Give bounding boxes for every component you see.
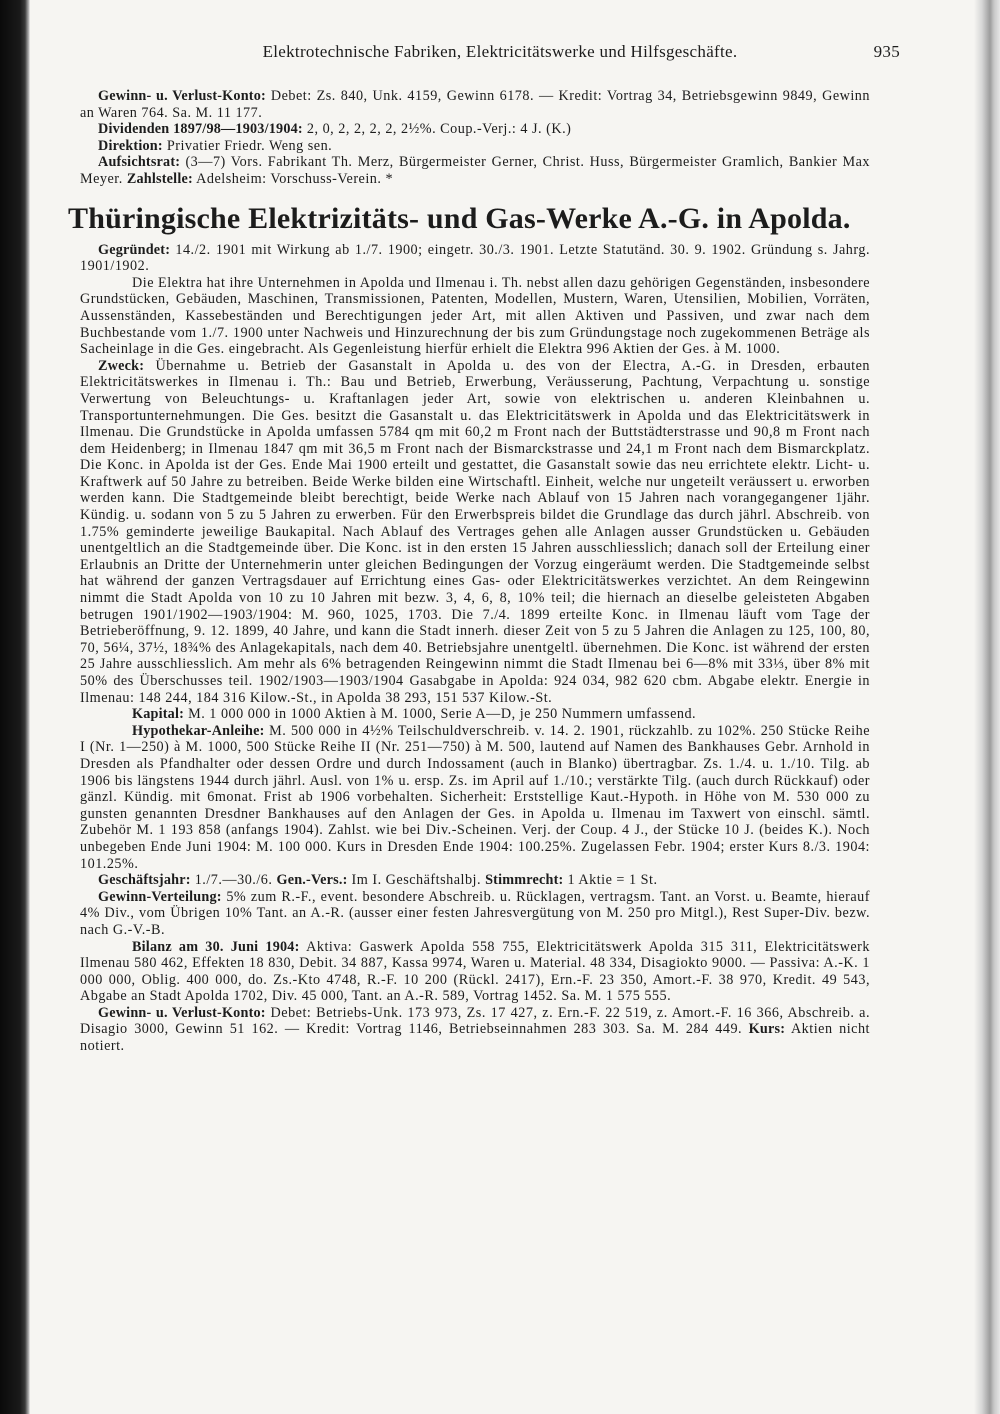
label-direktion: Direktion:	[98, 137, 163, 154]
label-hypothekar-anleihe: Hypothekar-Anleihe:	[132, 722, 265, 739]
label-kapital: Kapital:	[132, 706, 185, 723]
company-gegruendet	[80, 242, 870, 275]
label-zahlstelle: Zahlstelle:	[126, 170, 193, 187]
label-gegruendet: Gegründet:	[98, 241, 171, 258]
page-edge-shadow	[974, 0, 1000, 1414]
text-gewinn-verteilung: 5% zum R.-F., event. besondere Abschreib. u. Rücklagen, vertragsm. Tant. an Vorst. u. Beamte, hierauf 4% Div., vom Übrigen 10% Tant. an A.-R. (ausser einer festen Jahresvergütung von M. 250 pro Mitgl.), Rest Super-Div. bezw. nach G.-V.-B.	[80, 888, 870, 938]
text-gewinn-verlust: Debet: Zs. 840, Unk. 4159, Gewinn 6178. — Kredit: Vortrag 34, Betriebsgewinn 9849, Gewinn an Waren 764. Sa. M. 11 177.	[80, 88, 870, 121]
text-kapital: M. 1 000 000 in 1000 Aktien à M. 1000, Serie A—D, je 250 Nummern umfassend.	[188, 706, 697, 723]
page-body	[68, 88, 871, 1055]
label-kurs: Kurs:	[748, 1021, 786, 1038]
text-direktion: Privatier Friedr. Weng sen.	[166, 137, 333, 154]
prev-dividenden	[80, 121, 870, 138]
company-kapital	[80, 706, 870, 723]
company-hypothekar-anleihe	[80, 723, 870, 872]
company-gewinn-verlust	[80, 1005, 870, 1055]
label-company-gewinn-verlust: Gewinn- u. Verlust-Konto:	[98, 1004, 266, 1021]
text-stimmrecht: 1 Aktie = 1 St.	[567, 872, 658, 889]
running-header	[120, 42, 900, 62]
text-dividenden: 2, 0, 2, 2, 2, 2, 2½%. Coup.-Verj.: 4 J. (K.)	[306, 121, 572, 138]
text-gen-vers: Im I. Geschäftshalbj.	[351, 872, 482, 889]
label-gewinn-verlust: Gewinn- u. Verlust-Konto:	[98, 88, 266, 104]
company-gewinn-verteilung	[80, 889, 870, 939]
text-zahlstelle: Adelsheim: Vorschuss-Verein. *	[196, 170, 394, 187]
company-geschaeftsjahr	[80, 872, 870, 889]
text-geschaeftsjahr: 1./7.—30./6.	[194, 872, 273, 889]
label-geschaeftsjahr: Geschäftsjahr:	[98, 872, 191, 889]
text-bilanz: Aktiva: Gaswerk Apolda 558 755, Elektricitätswerk Apolda 315 311, Elektricitätswerk Ilmenau 580 462, Effekten 18 830, Debit. 34 887, Kassa 9974, Waren u. Material. 48 334, Disagiokto 9000. — Passiva: A.-K. 1 000 000, Oblig. 400 000, do. Zs.-Kto 4748, R.-F. 10 200 (Rückl. 2417), Ern.-F. 23 350, Amort.-F. 38 970, Kredit. 49 543, Abgabe an Stadt Apolda 1702, Div. 45 000, Tant. an A.-R. 589, Vortrag 1452. Sa. M. 1 575 555.	[80, 938, 870, 1005]
text-gegruendet: 14./2. 1901 mit Wirkung ab 1./7. 1900; eingetr. 30./3. 1901. Letzte Statutänd. 30. 9. 1902. Gründung s. Jahrg. 1901/1902.	[80, 241, 870, 275]
label-dividenden: Dividenden 1897/98—1903/1904:	[98, 121, 303, 138]
text-aufsichtsrat: (3—7) Vors. Fabrikant Th. Merz, Bürgermeister Gerner, Christ. Huss, Bürgermeister Gramlich, Bankier Max Meyer.	[80, 154, 871, 187]
label-zweck: Zweck:	[98, 357, 145, 374]
book-binding-shadow	[0, 0, 30, 1414]
text-zweck: Übernahme u. Betrieb der Gasanstalt in Apolda u. des von der Electra, A.-G. in Dresden, erbauten Elektricitätswerkes in Ilmenau i. Th.: Bau und Betrieb, Erwerbung, Veräusserung, Pachtung, Verpachtung u. sonstige Verwertung von Beleuchtungs- u. Kraftanlagen jeder Art, sowie von elektrischen u. anderen Kleinbahnen u. Transportunternehmungen. Die Ges. besitzt die Gasanstalt u. das Elektricitätswerk in Apolda und das Elektricitätswerk in Ilmenau. Die Grundstücke in Apolda umfassen 5784 qm mit 60,2 m Front nach der Buttstädterstrasse und 90,8 m Front nach dem Heidenberg; in Ilmenau 1847 qm mit 36,5 m Front nach der Bismarckstrasse und 24,1 m Front nach dem Bismarckplatz. Die Konc. in Apolda ist der Ges. Ende Mai 1900 erteilt und gestattet, die Gasanstalt sowie das neu errichtete elektr. Licht- u. Kraftwerk auf 50 Jahre zu betreiben. Beide Werke bilden eine Wirtschaftl. Einheit, welche nur ungeteilt veräussert u. erworben werden kann. Die Stadtgemeinde bleibt berechtigt, beide Werke nach Ablauf von 15 Jahren nach vorangegangener 1jähr. Kündig. u. sodann von 5 zu 5 Jahren zu erwerben. Für den Erwerbspreis bildet die Grundlage das durch jährl. Abschreib. von 1.75% geminderte jeweilige Baukapital. Nach Ablauf des Vertrages gehen alle Anlagen ausser Grundstücken u. Gebäuden unentgeltlich an die Stadtgemeinde über. Die Konc. ist in den ersten 15 Jahren ausschliesslich; danach soll der Erteilung einer Erlaubnis an Dritte der Unternehmerin unter gleichen Bedingungen der Vorzug eingeräumt werden. Die Stadtgemeinde selbst hat während der ganzen Vertragsdauer auf Errichtung eines Gas- oder Elektricitätswerkes verzichtet. An dem Reingewinn nimmt die Stadt Apolda von 10 zu 10 Jahren mit bezw. 3, 4, 6, 8, 10% teil; die hiernach an dieselbe geleisteten Abgaben betrugen 1901/1902—1903/1904: M. 960, 1025, 1703. Die 7./4. 1899 erteilte Konc. in Ilmenau läuft vom Tage der Betrieberöffnung, 9. 12. 1899, 40 Jahre, und kann die Stadt innerh. dieser Zeit von 5 zu 5 Jahren die Anlagen zu 125, 100, 80, 70, 56¼, 37½, 18¾% des Anlagekapitals, nach dem 40. Betriebsjahre unentgeltl. übernehmen. Die Konc. ist während der ersten 25 Jahre ausschliesslich. Am mehr als 6% betragenden Reingewinn nimmt die Stadt Ilmenau bei 6—8% mit 33⅓, über 8% mit 50% des Überschusses teil. 1902/1903—1903/1904 Gasabgabe in Apolda: 924 034, 982 620 cbm. Abgabe elektr. Energie in Ilmenau: 148 244, 184 316 Kilow.-St., in Apolda 38 293, 151 537 Kilow.-St.	[80, 357, 870, 706]
text-kurs: Aktien nicht notiert.	[80, 1021, 870, 1055]
label-bilanz: Bilanz am 30. Juni 1904:	[132, 938, 300, 955]
running-title: Elektrotechnische Fabriken, Elektricitätswerke und Hilfsgeschäfte.	[262, 42, 738, 61]
page-number: 935	[873, 42, 900, 61]
company-intro: Die Elektra hat ihre Unternehmen in Apolda und Ilmenau i. Th. nebst allen dazu gehörigen Gegenständen, insbesondere Grundstücken, Gebäuden, Maschinen, Transmissionen, Patenten, Modellen, Mustern, Waren, Utensilien, Mobilien, Vorräten, Aussenständen, Kassebeständen und Berechtigungen jeder Art, mit allen Aktiven und Passiven, und zwar nach dem Buchbestande vom 1./7. 1900 unter Nachweis und Hinzurechnung der bis zum Gründungstage noch zugekommenen Beträge als Sacheinlage in die Ges. eingebracht. Als Gegenleistung hierfür erhielt die Elektra 996 Aktien der Ges. à M. 1000.	[80, 274, 870, 358]
label-gen-vers: Gen.-Vers.:	[276, 872, 348, 889]
company-heading: Thüringische Elektrizitäts- und Gas-Werke A.-G. in Apolda.	[68, 201, 851, 235]
company-bilanz	[80, 939, 870, 1005]
text-company-gewinn-verlust: Debet: Betriebs-Unk. 173 973, Zs. 17 427, z. Ern.-F. 22 519, z. Amort.-F. 16 366, Abschreib. a. Disagio 3000, Gewinn 51 162. — Kredit: Vortrag 1146, Betriebseinnahmen 283 303. Sa. M. 284 449.	[80, 1004, 871, 1038]
prev-direktion	[80, 138, 870, 155]
company-zweck	[80, 358, 870, 706]
text-hypothekar-anleihe: M. 500 000 in 4½% Teilschuldverschreib. v. 14. 2. 1901, rückzahlb. zu 102%. 250 Stücke Reihe I (Nr. 1—250) à M. 1000, 500 Stücke Reihe II (Nr. 251—750) à M. 500, lautend auf Namen des Bankhauses Gebr. Arnhold in Dresden als Pfandhalter oder dessen Ordre und durch Indossament (auch in Blanko) übertragbar. Zs. 1./4. u. 1./10. Tilg. ab 1906 bis längstens 1944 durch jährl. Ausl. von 1% u. ersp. Zs. im April auf 1./10.; verstärkte Tilg. (auch durch Rückkauf) oder gänzl. Kündig. mit 6monat. Frist ab 1906 vorbehalten. Sicherheit: Erststellige Kaut.-Hypoth. in Höhe von M. 530 000 zu gunsten genannten Dresdner Bankhauses auf den Anlagen der Ges. in Apolda u. Ilmenau im Taxwert von einschl. sämtl. Zubehör M. 1 193 858 (anfangs 1904). Zahlst. wie bei Div.-Scheinen. Verj. der Coup. 4 J., der Stücke 10 J. (beides K.). Noch unbegeben Ende Juni 1904: M. 100 000. Kurs in Dresden Ende 1904: 100.25%. Zugelassen Febr. 1904; erster Kurs 8./3. 1904: 101.25%.	[80, 722, 871, 872]
prev-aufsichtsrat	[80, 154, 870, 187]
label-aufsichtsrat: Aufsichtsrat:	[98, 154, 181, 171]
prev-gewinn-verlust	[80, 88, 870, 121]
label-gewinn-verteilung: Gewinn-Verteilung:	[98, 888, 222, 905]
label-stimmrecht: Stimmrecht:	[485, 872, 564, 889]
